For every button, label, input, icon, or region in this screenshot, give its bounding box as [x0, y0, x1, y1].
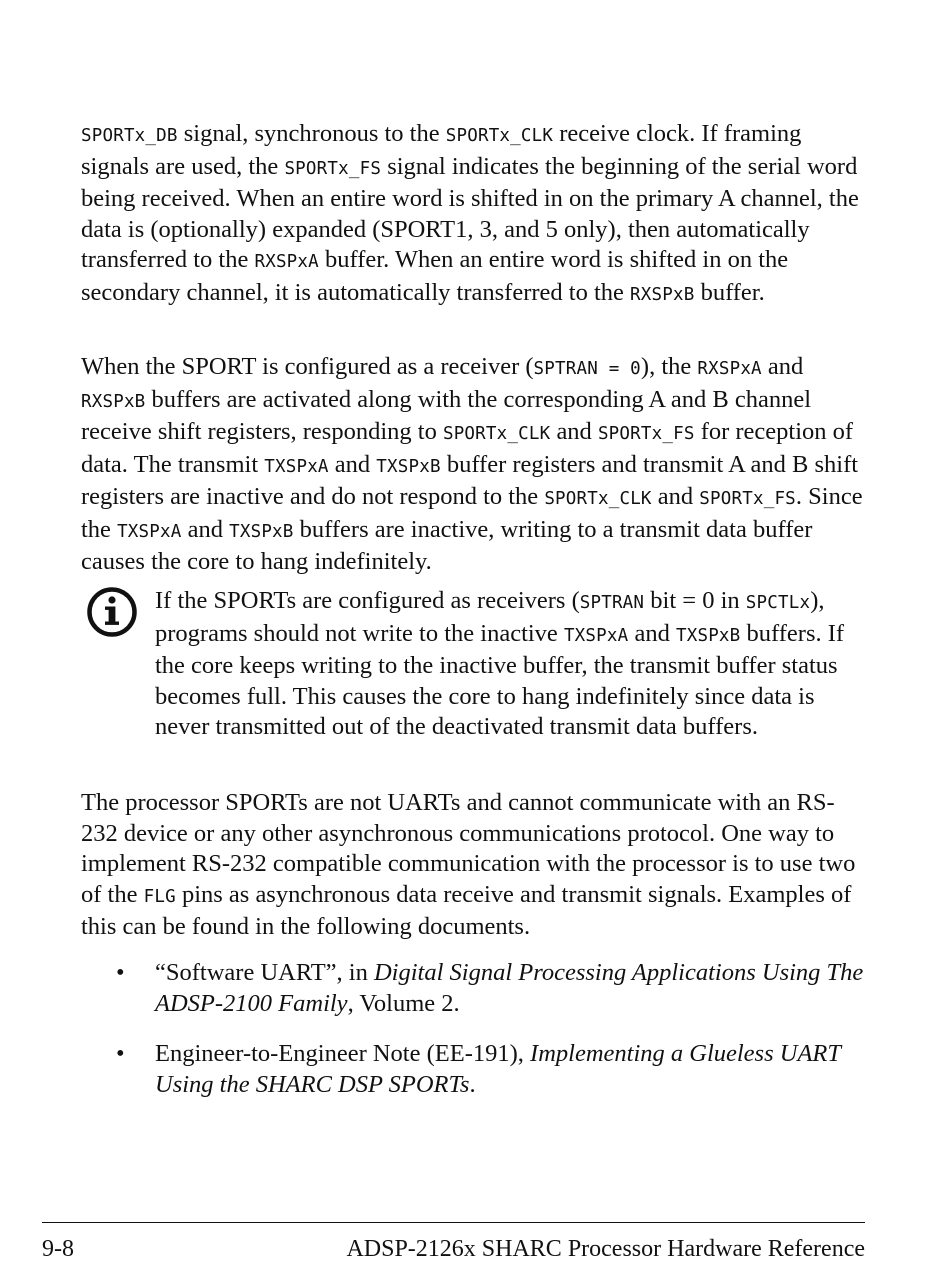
text-run: pins as asynchronous data receive and transmit signals. Examples of this can be found in the following documents. [81, 880, 852, 940]
text-run: buffer. When an entire word is shifted in on the secondary channel, it is automatically transferred to the [81, 246, 789, 306]
code-term: TXSPxA [264, 456, 329, 477]
text-run: for reception of data. The transmit [81, 418, 854, 478]
code-term: SPORTx_FS [284, 158, 382, 179]
code-term: SPORTx_CLK [442, 424, 551, 444]
code-term: SPORTx_FS [699, 489, 796, 509]
note-text [155, 586, 870, 743]
book-title: ADSP-2126x SHARC Processor Hardware Reference [346, 1236, 865, 1262]
text-run: signal indicates the beginning of the serial word being received. When an entire word is shifted in on the primary A channel, the data is (optionally) expanded (SPORT1, 3, and 5 only), then automatically transferred to the [81, 152, 859, 273]
code-term: SPORTx_CLK [445, 126, 554, 146]
text-run: and [550, 418, 598, 445]
code-term: SPTRAN [579, 593, 645, 613]
code-term: RXSPxA [697, 359, 762, 379]
code-term: SPORTx_DB [81, 126, 178, 146]
bullet-marker: • [116, 959, 125, 986]
code-term: SPORTx_FS [597, 424, 695, 444]
code-term: TXSPxB [376, 456, 441, 477]
code-term: TXSPxB [229, 521, 294, 542]
text-run: . Since the [81, 483, 863, 543]
text-run: receive clock. If framing signals are used, the [81, 120, 802, 180]
code-term: TXSPxB [675, 625, 741, 646]
code-term: SPCTLx [745, 593, 811, 613]
list-item [116, 1039, 876, 1100]
text-run: buffers. If the core keeps writing to the inactive buffer, the transmit buffer status becomes full. This causes the core to hang indefinitely since data is never transmitted out of the deactivated transmit data buffers. [155, 619, 845, 740]
text-run: and [181, 515, 230, 543]
bullet-marker: • [116, 1040, 125, 1067]
document-title: Implementing a Glueless UART Using the SHARC DSP SPORTs [155, 1040, 841, 1098]
code-term: FLG [143, 886, 176, 907]
text-run: and [761, 353, 804, 380]
text-run: buffer. [694, 278, 765, 306]
text-run: Engineer-to-Engineer Note (EE-191), [155, 1040, 531, 1067]
text-run: and [328, 450, 377, 478]
text-run: and [628, 619, 676, 647]
code-term: SPORTx_CLK [544, 489, 652, 509]
text-run: bit = 0 in [644, 587, 746, 614]
code-term: TXSPxA [563, 625, 629, 646]
code-term: RXSPxB [630, 284, 695, 305]
document-title: Digital Signal Processing Applications Using The ADSP-2100 Family [155, 959, 864, 1017]
code-term: RXSPxA [254, 252, 319, 272]
text-run: ), the [640, 353, 698, 380]
text-run: . [469, 1070, 476, 1098]
code-term: RXSPxB [81, 391, 146, 412]
text-run: The processor SPORTs are not UARTs and cannot communicate with an RS-232 device or any other asynchronous communications protocol. One way to implement RS-232 compatible communication with the processor is to use two of the [81, 789, 856, 908]
list-item [116, 958, 876, 1019]
code-term: SPTRAN = 0 [533, 359, 641, 379]
page-number: 9-8 [42, 1236, 74, 1262]
text-run: If the SPORTs are configured as receivers ( [155, 587, 580, 614]
text-run: When the SPORT is configured as a receiver ( [81, 353, 534, 380]
text-run: and [651, 483, 700, 510]
paragraph-receive-operation [81, 119, 865, 310]
text-run: signal, synchronous to the [177, 120, 446, 147]
info-icon [86, 586, 138, 638]
text-run: “Software UART”, in [155, 959, 374, 986]
paragraph-uart [81, 788, 865, 943]
text-run: buffers are inactive, writing to a transmit data buffer causes the core to hang indefinitely. [81, 515, 813, 575]
reference-list [116, 958, 876, 1120]
text-run: buffer registers and transmit A and B shift registers are inactive and do not respond to the [81, 450, 859, 510]
text-run: , Volume 2. [347, 989, 460, 1017]
paragraph-receiver-config [81, 352, 865, 578]
code-term: TXSPxA [117, 521, 182, 542]
text-run: buffers are activated along with the corresponding A and B channel receive shift registers, responding to [81, 385, 812, 445]
text-run: ), programs should not write to the inactive [155, 587, 825, 647]
footer-rule [42, 1222, 865, 1223]
